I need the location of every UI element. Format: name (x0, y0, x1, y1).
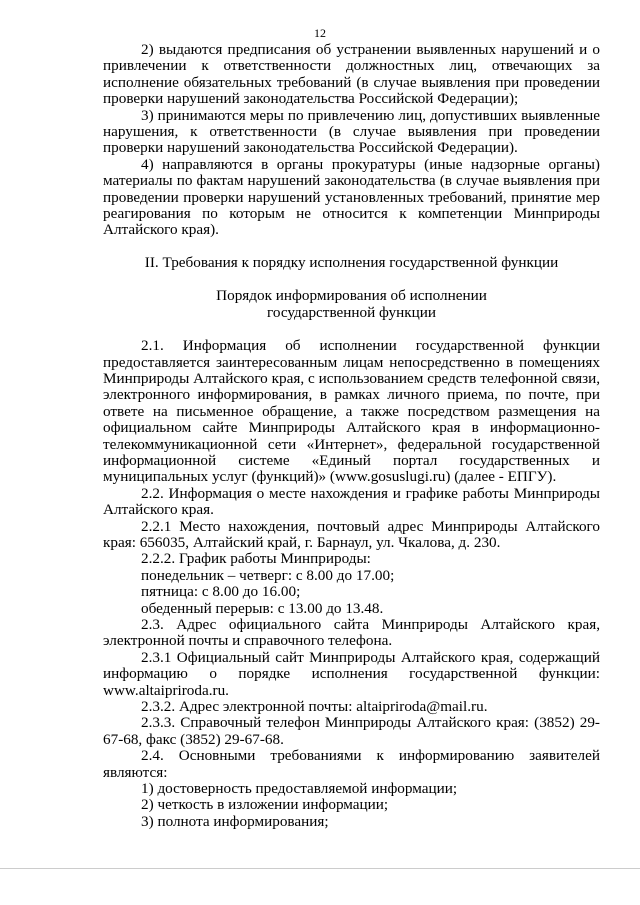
paragraph: 2) выдаются предписания об устранении выявленных нарушений и о привлечении к ответственности должностных лиц, отвечающих за исполнение обязательных требований (в случае выявления при проведении проверки нарушений законодательства Российской Федерации); (103, 41, 600, 108)
paragraph: 2.2. Информация о месте нахождения и графике работы Минприроды Алтайского края. (103, 484, 600, 519)
paragraph: 2.4. Основными требованиями к информированию заявителей являются: (103, 747, 600, 781)
list-item: 3) полнота информирования; (141, 812, 329, 830)
list-item: 1) достоверность предоставляемой информации; (141, 780, 458, 798)
paragraph: 2.3.2. Адрес электронной почты: altaipriroda@mail.ru. (141, 698, 488, 716)
subsection-title-line: Порядок информирования об исполнении (216, 287, 487, 305)
document-body (103, 42, 600, 830)
paragraph: 2.3. Адрес официального сайта Минприроды Алтайского края, электронной почты и справочного телефона. (103, 616, 600, 650)
paragraph: 2.2.2. График работы Минприроды: (141, 550, 371, 568)
schedule-line: пятница: с 8.00 до 16.00; (141, 583, 301, 601)
subsection-title-line: государственной функции (267, 303, 436, 321)
scan-edge-line (0, 868, 640, 869)
page-number: 12 (314, 26, 326, 40)
list-item: 2) четкость в изложении информации; (141, 796, 389, 814)
paragraph: 4) направляются в органы прокуратуры (иные надзорные органы) материалы по фактам нарушений законодательства (в случае выявления при проведении проверки нарушений установленных требований, принятие мер реагирования по которым не относится к компетенции Минприроды Алтайского края). (103, 155, 600, 239)
paragraph: 2.2.1 Место нахождения, почтовый адрес Минприроды Алтайского края: 656035, Алтайский край, г. Барнаул, ул. Чкалова, д. 230. (103, 517, 600, 551)
schedule-line: обеденный перерыв: с 13.00 до 13.48. (141, 599, 384, 617)
paragraph: 3) принимаются меры по привлечению лиц, допустивших выявленные нарушения, к ответственности (в случае выявления при проведении проверки нарушений законодательства Российской Федерации). (103, 106, 600, 157)
schedule-line: понедельник – четверг: с 8.00 до 17.00; (141, 566, 395, 584)
section-title: II. Требования к порядку исполнения государственной функции (144, 253, 559, 271)
subsection-title (103, 288, 600, 321)
paragraph: 2.1. Информация об исполнении государственной функции предоставляется заинтересованным лицам непосредственно в помещениях Минприроды Алтайского края, с использованием средств телефонной связи, электронного информирования, в рамках личного приема, по почте, при ответе на письменное обращение, а также посредством размещения на официальном сайте Минприроды Алтайского края в информационно-телекоммуникационной сети «Интернет», федеральной государственной информационной системе «Единый портал государственных и муниципальных услуг (функций)» (www.gosuslugi.ru) (далее - ЕПГУ). (103, 337, 600, 486)
paragraph: 2.3.3. Справочный телефон Минприроды Алтайского края: (3852) 29-67-68, факс (3852) 29-67-68. (103, 714, 600, 748)
paragraph: 2.3.1 Официальный сайт Минприроды Алтайского края, содержащий информацию о порядке исполнения государственной функции: www.altaipriroda.ru. (103, 648, 600, 699)
